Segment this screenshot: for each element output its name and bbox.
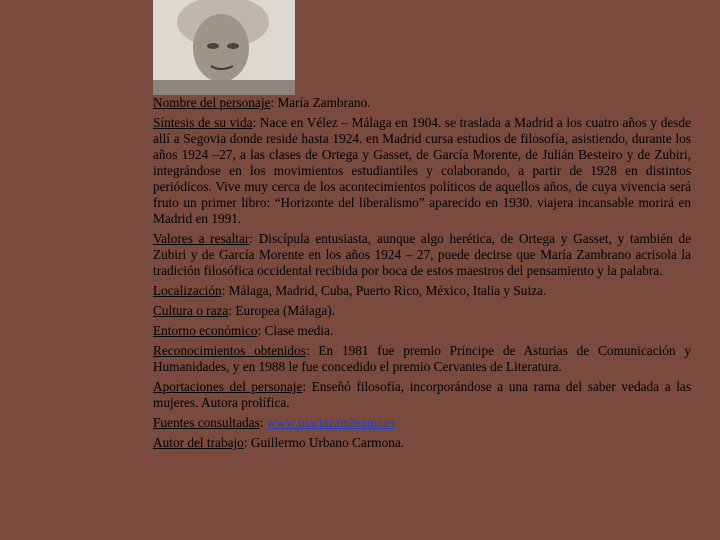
field-label: Aportaciones del personaje xyxy=(153,379,303,394)
field-label: Nombre del personaje xyxy=(153,95,271,110)
portrait-image xyxy=(153,0,295,95)
field-awards xyxy=(153,343,691,375)
field-text: : Europea (Málaga). xyxy=(228,303,336,318)
field-text: : Nace en Vélez – Málaga en 1904. se traslada a Madrid a los cuatro años y desde allí a Segovia donde reside hasta 1924. en Madrid cursa estudios de filosofía, asistiendo, durante los años 1924 –27, a las clases de Ortega y Gasset, de García Morente, de Julián Besteiro y de Zubiri, integrándose en los movimientos estudiantiles y colaborando, a partir de 1928 en distintos periódicos. Vive muy cerca de los acontecimientos políticos de aquellos años, de cuya vivencia será fruto un primer libro: “Horizonte del liberalismo” aparecido en 1930. viajera incansable morirá en Madrid en 1991. xyxy=(153,115,691,226)
field-text: : En 1981 fue premio Príncipe de Asturias de Comunicación y Humanidades, y en 1988 le fue concedido el premio Cervantes de Literatura. xyxy=(153,343,691,374)
field-name xyxy=(153,95,691,111)
field-label: Localización xyxy=(153,283,222,298)
sources-link[interactable]: www.mariazambrano.es xyxy=(266,415,396,430)
field-text: : Guillermo Urbano Carmona. xyxy=(243,435,405,450)
portrait-photo xyxy=(153,0,295,95)
field-economic xyxy=(153,323,691,339)
field-culture xyxy=(153,303,691,319)
field-label: Entorno económico xyxy=(153,323,258,338)
field-values xyxy=(153,231,691,279)
field-separator: : xyxy=(259,415,267,430)
field-label: Autor del trabajo xyxy=(153,435,244,450)
field-label: Cultura o raza xyxy=(153,303,229,318)
field-text: : Enseñó filosofía, incorporándose a una rama del saber vedada a las mujeres. Autora prolífica. xyxy=(153,379,691,410)
field-location xyxy=(153,283,691,299)
field-text: : Clase media. xyxy=(257,323,334,338)
field-label: Síntesis de su vida xyxy=(153,115,253,130)
field-label: Reconocimientos obtenidos xyxy=(153,343,306,358)
field-text: : María Zambrano. xyxy=(270,95,371,110)
field-text: : Discípula entusiasta, aunque algo herética, de Ortega y Gasset, y también de Zubiri y de García Morente en los años 1924 – 27, puede decirse que María Zambrano acrisola la tradición filosófica occidental recibida por boca de estos maestros del pensamiento y la palabra. xyxy=(153,231,691,278)
field-sources xyxy=(153,415,691,431)
field-text: : Málaga, Madrid, Cuba, Puerto Rico, México, Italia y Suiza. xyxy=(221,283,547,298)
field-label: Valores a resaltar xyxy=(153,231,250,246)
field-author xyxy=(153,435,691,451)
field-life xyxy=(153,115,691,227)
field-contributions xyxy=(153,379,691,411)
biography-card xyxy=(153,95,691,455)
field-label: Fuentes consultadas xyxy=(153,415,260,430)
